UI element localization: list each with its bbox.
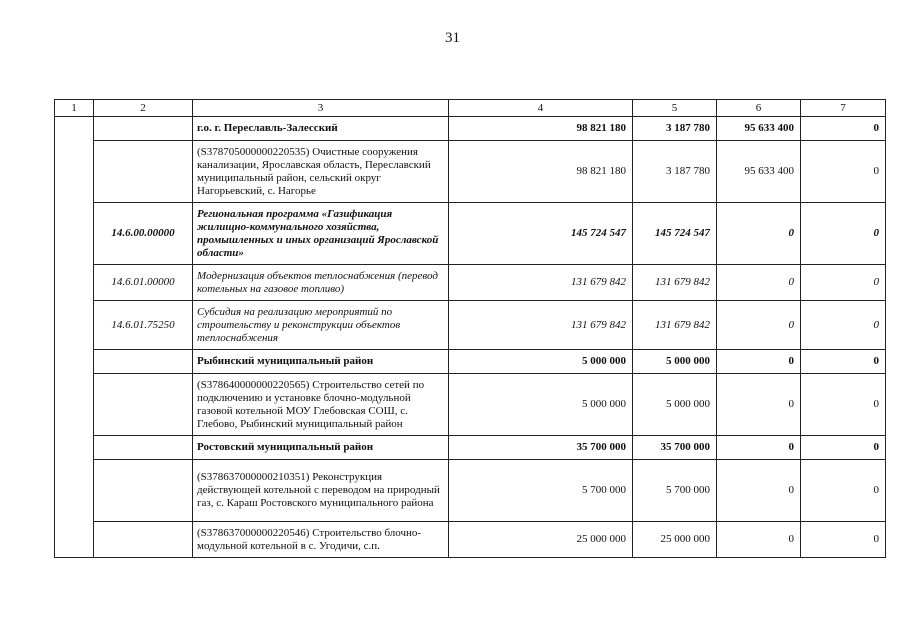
value-cell: 131 679 842 [449, 301, 633, 350]
value-cell: 25 000 000 [449, 522, 633, 558]
value-cell: 98 821 180 [449, 141, 633, 203]
table-row [55, 350, 886, 374]
value-cell: 0 [801, 301, 886, 350]
value-cell: 0 [717, 350, 801, 374]
value-cell: 0 [801, 374, 886, 436]
value-cell: 145 724 547 [449, 203, 633, 265]
name-cell: Ростовский муниципальный район [193, 436, 449, 460]
budget-table [54, 99, 886, 558]
table-row [55, 117, 886, 141]
value-cell: 95 633 400 [717, 141, 801, 203]
value-cell: 35 700 000 [449, 436, 633, 460]
value-cell: 0 [801, 436, 886, 460]
value-cell: 5 000 000 [633, 374, 717, 436]
value-cell: 131 679 842 [633, 301, 717, 350]
name-cell: (S378705000000220535) Очистные сооружения канализации, Ярославская область, Переславский муниципальный район, сельский округ Нагорьевский, с. Нагорье [193, 141, 449, 203]
code-cell [94, 374, 193, 436]
value-cell: 0 [717, 460, 801, 522]
table-row [55, 374, 886, 436]
code-cell [94, 460, 193, 522]
value-cell: 0 [717, 374, 801, 436]
value-cell: 0 [801, 203, 886, 265]
code-cell [94, 522, 193, 558]
value-cell: 98 821 180 [449, 117, 633, 141]
value-cell: 0 [717, 436, 801, 460]
code-cell [94, 436, 193, 460]
header-cell: 6 [717, 100, 801, 117]
name-cell: Субсидия на реализацию мероприятий по строительству и реконструкции объектов теплоснабжения [193, 301, 449, 350]
code-cell: 14.6.01.75250 [94, 301, 193, 350]
name-cell: Модернизация объектов теплоснабжения (перевод котельных на газовое топливо) [193, 265, 449, 301]
header-cell: 5 [633, 100, 717, 117]
value-cell: 0 [801, 350, 886, 374]
value-cell: 5 000 000 [633, 350, 717, 374]
value-cell: 5 000 000 [449, 374, 633, 436]
value-cell: 0 [801, 141, 886, 203]
value-cell: 5 000 000 [449, 350, 633, 374]
value-cell: 0 [717, 522, 801, 558]
value-cell: 0 [717, 203, 801, 265]
value-cell: 0 [801, 265, 886, 301]
code-cell [94, 117, 193, 141]
table-row [55, 203, 886, 265]
name-cell: (S378637000000210351) Реконструкция действующей котельной с переводом на природный газ, с. Караш Ростовского муниципального района [193, 460, 449, 522]
table-row [55, 436, 886, 460]
table-row [55, 265, 886, 301]
value-cell: 3 187 780 [633, 117, 717, 141]
value-cell: 145 724 547 [633, 203, 717, 265]
name-cell: Региональная программа «Газификация жилищно-коммунального хозяйства, промышленных и иных организаций Ярославской области» [193, 203, 449, 265]
code-cell [94, 141, 193, 203]
header-cell: 3 [193, 100, 449, 117]
name-cell: (S378640000000220565) Строительство сетей по подключению и установке блочно-модульной газовой котельной МОУ Глебовская СОШ, с. Глебово, Рыбинский муниципальный район [193, 374, 449, 436]
header-cell: 4 [449, 100, 633, 117]
value-cell: 35 700 000 [633, 436, 717, 460]
value-cell: 0 [717, 301, 801, 350]
name-cell: Рыбинский муниципальный район [193, 350, 449, 374]
code-cell [94, 350, 193, 374]
table-row [55, 301, 886, 350]
value-cell: 131 679 842 [449, 265, 633, 301]
value-cell: 0 [801, 460, 886, 522]
value-cell: 5 700 000 [449, 460, 633, 522]
name-cell: (S378637000000220546) Строительство блочно-модульной котельной в с. Угодичи, с.п. [193, 522, 449, 558]
table-row [55, 141, 886, 203]
value-cell: 5 700 000 [633, 460, 717, 522]
table-header-row [55, 100, 886, 117]
header-cell: 1 [55, 100, 94, 117]
value-cell: 131 679 842 [633, 265, 717, 301]
name-cell: г.о. г. Переславль-Залесский [193, 117, 449, 141]
code-cell: 14.6.00.00000 [94, 203, 193, 265]
value-cell: 25 000 000 [633, 522, 717, 558]
value-cell: 95 633 400 [717, 117, 801, 141]
code-cell: 14.6.01.00000 [94, 265, 193, 301]
row-number-cell [55, 117, 94, 558]
page-number: 31 [445, 30, 460, 46]
table-row [55, 460, 886, 522]
header-cell: 7 [801, 100, 886, 117]
value-cell: 3 187 780 [633, 141, 717, 203]
header-cell: 2 [94, 100, 193, 117]
table-row [55, 522, 886, 558]
value-cell: 0 [801, 117, 886, 141]
value-cell: 0 [801, 522, 886, 558]
value-cell: 0 [717, 265, 801, 301]
